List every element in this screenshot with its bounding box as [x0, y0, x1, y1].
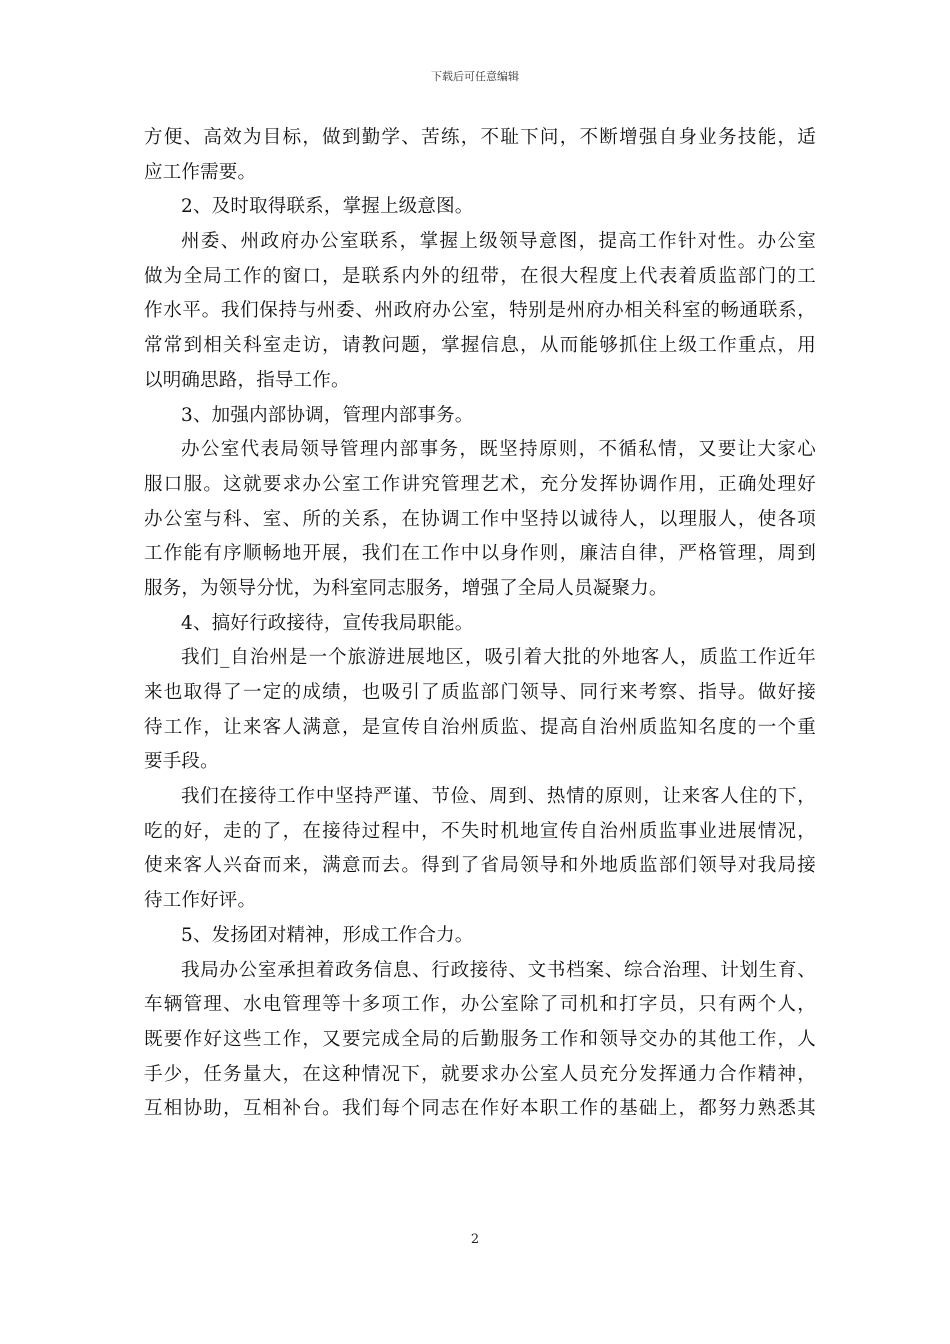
- page-number: 2: [470, 1232, 480, 1247]
- text-line: 使来客人兴奋而来，满意而去。得到了省局领导和外地质监部们领导对我局接: [144, 855, 816, 877]
- text-line: 做为全局工作的窗口，是联系内外的纽带，在很大程度上代表着质监部门的工: [144, 265, 816, 287]
- text-line: 工作能有序顺畅地开展，我们在工作中以身作则，廉洁自律，严格管理，周到: [144, 543, 816, 565]
- text-line: 车辆管理、水电管理等十多项工作，办公室除了司机和打字员，只有两个人，: [144, 994, 816, 1016]
- text-line: 服口服。这就要求办公室工作讲究管理艺术，充分发挥协调作用，正确处理好: [144, 473, 816, 495]
- text-line: 常常到相关科室走访，请教问题，掌握信息，从而能够抓住上级工作重点，用: [144, 335, 816, 357]
- text-line: 要手段。: [144, 751, 219, 773]
- text-line: 来也取得了一定的成绩，也吸引了质监部门领导、同行来考察、指导。做好接: [144, 682, 816, 703]
- section-heading: 3、加强内部协调，管理内部事务。: [181, 404, 474, 426]
- text-line: 吃的好，走的了，在接待过程中，不失时机地宣传自治州质监事业进展情况，: [144, 820, 816, 842]
- text-line: 服务，为领导分忧，为科室同志服务，增强了全局人员凝聚力。: [144, 577, 668, 599]
- text-line: 待工作，让来客人满意，是宣传自治州质监、提高自治州质监知名度的一个重: [144, 716, 816, 738]
- document-body: [144, 121, 816, 1127]
- text-line: 互相协助，互相补台。我们每个同志在作好本职工作的基础上，都努力熟悉其: [144, 1098, 816, 1120]
- text-line: 我们在接待工作中坚持严谨、节俭、周到、热情的原则，让来客人住的下，: [181, 786, 816, 808]
- text-line: 以明确思路，指导工作。: [144, 369, 350, 391]
- text-line: 我们_自治州是一个旅游进展地区，吸引着大批的外地客人，质监工作近年: [181, 647, 816, 669]
- page-header: 下载后可任意编辑: [431, 70, 519, 83]
- text-line: 州委、州政府办公室联系，掌握上级领导意图，提高工作针对性。办公室: [181, 231, 816, 253]
- text-line: 方便、高效为目标，做到勤学、苦练，不耻下问，不断增强自身业务技能，适: [144, 127, 816, 148]
- section-heading: 4、搞好行政接待，宣传我局职能。: [181, 612, 474, 634]
- text-line: 办公室与科、室、所的关系，在协调工作中坚持以诚待人，以理服人，使各项: [144, 508, 816, 530]
- text-line: 作水平。我们保持与州委、州政府办公室，特别是州府办相关科室的畅通联系，: [144, 300, 816, 322]
- section-heading: 2、及时取得联系，掌握上级意图。: [181, 196, 474, 218]
- section-heading: 5、发扬团对精神，形成工作合力。: [181, 924, 474, 946]
- text-line: 应工作需要。: [144, 161, 257, 183]
- text-line: 既要作好这些工作，又要完成全局的后勤服务工作和领导交办的其他工作，人: [144, 1028, 816, 1050]
- text-line: 办公室代表局领导管理内部事务，既坚持原则，不循私情，又要让大家心: [181, 439, 816, 461]
- text-line: 我局办公室承担着政务信息、行政接待、文书档案、综合治理、计划生育、: [181, 959, 816, 981]
- text-line: 手少，任务量大，在这种情况下，就要求办公室人员充分发挥通力合作精神，: [144, 1063, 816, 1085]
- text-line: 待工作好评。: [144, 890, 257, 912]
